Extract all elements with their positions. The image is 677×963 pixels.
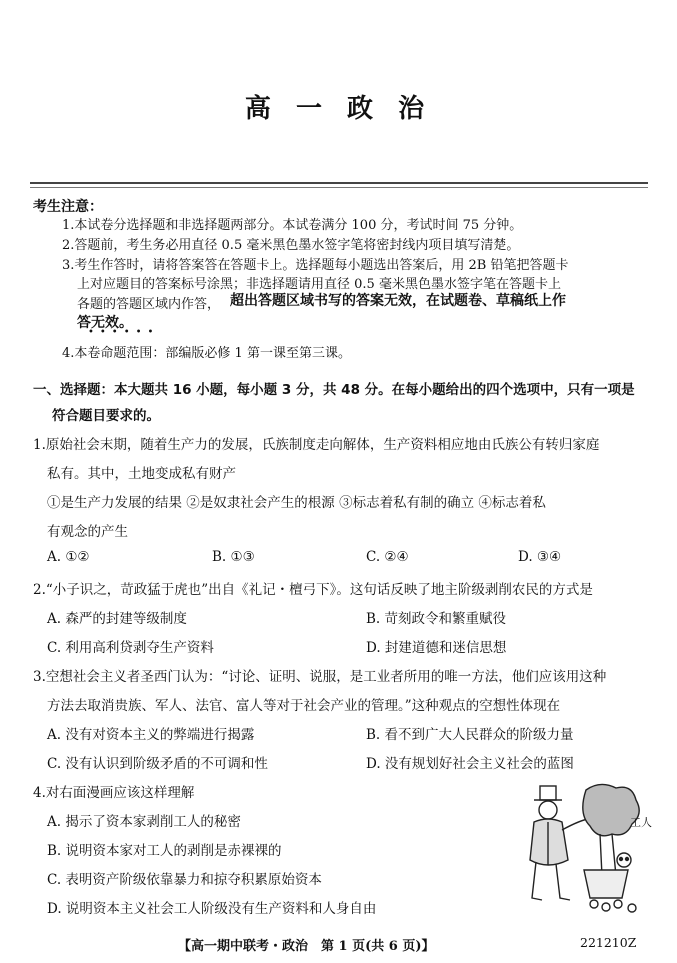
question-1-option-c[interactable]: C. ②④ bbox=[366, 549, 409, 565]
page-footer: 【高一期中联考・政治 第 1 页(共 6 页)】 bbox=[178, 939, 435, 954]
notice-item: 2.答题前，考生务必用直径 0.5 毫米黑色墨水签字笔将密封线内项目填写清楚。 bbox=[62, 238, 520, 253]
notice-item: 各题的答题区域内作答， bbox=[77, 297, 221, 312]
cartoon-label: 工人 bbox=[630, 816, 652, 829]
cartoon-illustration bbox=[520, 780, 660, 915]
question-2-option-b[interactable]: B. 苛刻政令和繁重赋役 bbox=[366, 611, 507, 627]
question-4-option-a[interactable]: A. 揭示了资本家剥削工人的秘密 bbox=[47, 814, 241, 830]
question-2-option-a[interactable]: A. 森严的封建等级制度 bbox=[47, 611, 187, 627]
page-title: 高 一 政 治 bbox=[244, 94, 433, 124]
question-2-stem: 2.“小子识之，苛政猛于虎也”出自《礼记・檀弓下》。这句话反映了地主阶级剥削农民的方式是 bbox=[33, 582, 593, 598]
question-4-option-b[interactable]: B. 说明资本家对工人的剥削是赤裸裸的 bbox=[47, 843, 282, 859]
notice-item: 上对应题目的答案标号涂黑；非选择题请用直径 0.5 毫米黑色墨水签字笔在答题卡上 bbox=[77, 277, 561, 292]
question-1-option-b[interactable]: B. ①③ bbox=[212, 549, 255, 565]
question-1-stem: 1.原始社会末期，随着生产力的发展，氏族制度走向解体，生产资料相应地由氏族公有转归家庭 bbox=[33, 437, 600, 453]
notice-emphasis: 答无效。 bbox=[77, 315, 133, 331]
question-3-option-d[interactable]: D. 没有规划好社会主义社会的蓝图 bbox=[366, 756, 574, 772]
notice-emphasis: 超出答题区域书写的答案无效，在试题卷、草稿纸上作 bbox=[230, 293, 566, 309]
section-heading: 一、选择题：本大题共 16 小题，每小题 3 分，共 48 分。在每小题给出的四个选项中，只有一项是 bbox=[33, 382, 635, 398]
question-3-option-b[interactable]: B. 看不到广大人民群众的阶级力量 bbox=[366, 727, 574, 743]
question-4-option-c[interactable]: C. 表明资产阶级依靠暴力和掠夺积累原始资本 bbox=[47, 872, 322, 888]
question-4-stem: 4.对右面漫画应该这样理解 bbox=[33, 785, 195, 801]
notice-item: 1.本试卷分选择题和非选择题两部分。本试卷满分 100 分，考试时间 75 分钟。 bbox=[62, 218, 523, 233]
question-3-stem: 方法去取消贵族、军人、法官、富人等对于社会产业的管理。”这种观点的空想性体现在 bbox=[47, 698, 561, 714]
question-4-option-d[interactable]: D. 说明资本主义社会工人阶级没有生产资料和人身自由 bbox=[47, 901, 377, 917]
question-3-stem: 3.空想社会主义者圣西门认为：“讨论、证明、说服，是工业者所用的唯一方法，他们应该用这种 bbox=[33, 669, 607, 685]
question-1-statements: 有观念的产生 bbox=[47, 524, 128, 540]
question-3-option-c[interactable]: C. 没有认识到阶级矛盾的不可调和性 bbox=[47, 756, 268, 772]
capitalist-cartoon-icon bbox=[520, 780, 660, 915]
question-1-option-d[interactable]: D. ③④ bbox=[518, 549, 562, 565]
question-1-option-a[interactable]: A. ①② bbox=[47, 549, 90, 565]
notice-title: 考生注意： bbox=[33, 199, 103, 215]
exam-code: 221210Z bbox=[580, 935, 637, 950]
notice-item: 4.本卷命题范围：部编版必修 1 第一课至第三课。 bbox=[62, 346, 351, 361]
notice-item: 3.考生作答时，请将答案答在答题卡上。选择题每小题选出答案后，用 2B 铅笔把答题卡 bbox=[62, 258, 569, 273]
question-3-option-a[interactable]: A. 没有对资本主义的弊端进行揭露 bbox=[47, 727, 255, 743]
section-heading-cont: 符合题目要求的。 bbox=[52, 408, 160, 424]
question-2-option-d[interactable]: D. 封建道德和迷信思想 bbox=[366, 640, 507, 656]
question-1-stem: 私有。其中，土地变成私有财产 bbox=[47, 466, 236, 482]
divider-thick bbox=[30, 182, 648, 184]
emphasis-dots: •••••• bbox=[88, 327, 160, 338]
question-2-option-c[interactable]: C. 利用高利贷剥夺生产资料 bbox=[47, 640, 214, 656]
question-1-statements: ①是生产力发展的结果 ②是奴隶社会产生的根源 ③标志着私有制的确立 ④标志着私 bbox=[47, 495, 546, 511]
divider-thin bbox=[30, 187, 648, 188]
